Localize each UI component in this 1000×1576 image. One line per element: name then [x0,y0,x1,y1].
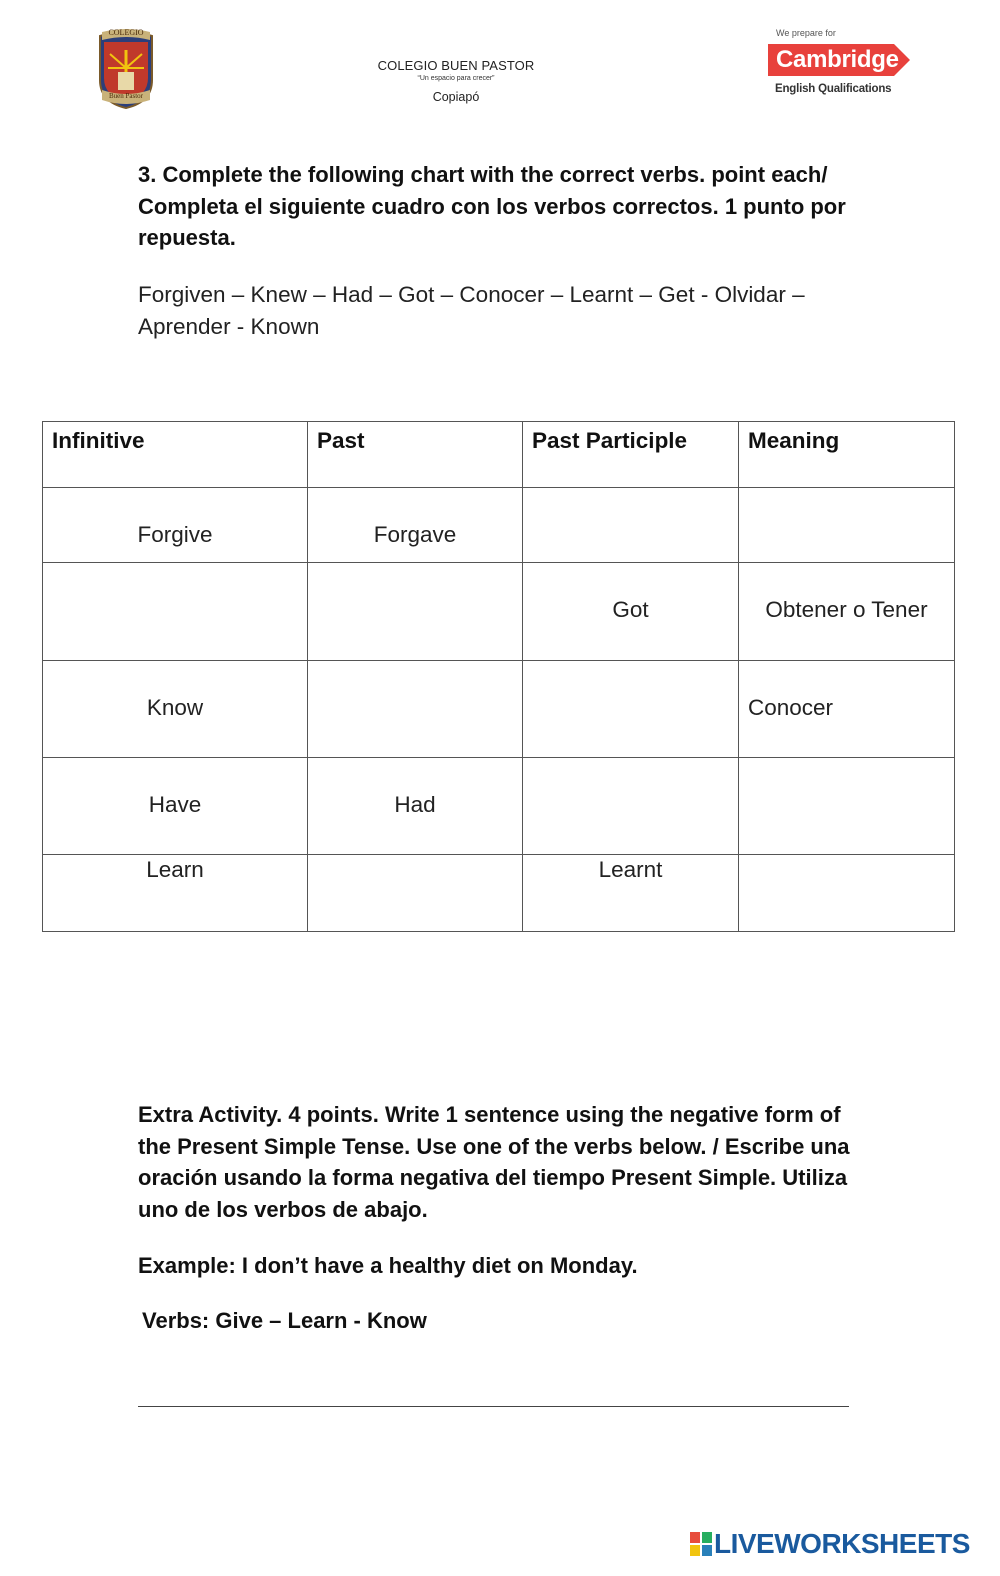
table-row [43,855,955,932]
cell-past-participle [523,855,739,932]
cambridge-wordmark: Cambridge [776,46,899,73]
cell-text: Learnt [598,857,663,882]
cambridge-qualifications-text: English Qualifications [775,83,892,95]
table-row [43,563,955,661]
cell-infinitive [43,661,308,758]
cell-past-participle-blank[interactable] [523,661,739,758]
header-past: Past [308,422,523,488]
school-motto: “Un espacio para crecer” [417,75,495,82]
cell-past-blank[interactable] [308,855,523,932]
cell-infinitive [43,488,308,563]
cell-past-blank[interactable] [308,563,523,661]
answer-line[interactable] [138,1406,849,1407]
cell-past-participle-blank[interactable] [523,488,739,563]
cell-meaning-blank[interactable] [739,758,955,855]
cell-text: Forgave [373,522,457,547]
cell-text: Got [612,597,649,622]
cell-past-participle-blank[interactable] [523,758,739,855]
verbs-list: Verbs: Give – Learn - Know [142,1308,427,1333]
cell-text: Have [148,792,202,817]
liveworksheets-text: LIVEWORKSHEETS [714,1528,970,1559]
school-city: Copiapó [432,90,480,104]
liveworksheets-blocks-icon [690,1532,712,1556]
table-row [43,661,955,758]
header-infinitive: Infinitive [43,422,308,488]
table-row [43,758,955,855]
cell-infinitive [43,758,308,855]
cambridge-logo [768,28,918,102]
example-sentence: Example: I don’t have a healthy diet on Monday. [138,1253,638,1278]
cell-meaning [739,661,955,758]
cell-text: Obtener o Tener [765,597,928,622]
verb-chart-table [42,421,955,932]
table-row [43,488,955,563]
crest-bottom-text: Buen Pastor [108,92,144,100]
cell-past [308,758,523,855]
cell-infinitive-blank[interactable] [43,563,308,661]
school-name: COLEGIO BUEN PASTOR [377,58,535,73]
liveworksheets-watermark [690,1526,990,1562]
table-header-row [43,422,955,488]
school-heading [300,58,612,104]
exercise-3-instructions: 3. Complete the following chart with the correct verbs. point each/ Completa el siguiente cuadro con los verbos correctos. 1 punto por repuesta. [138,162,846,250]
cell-text: Learn [146,857,204,882]
header-meaning: Meaning [739,422,955,488]
cell-text: Forgive [137,522,213,547]
extra-activity-instructions: Extra Activity. 4 points. Write 1 sentence using the negative form of the Present Simple Tense. Use one of the verbs below. / Escribe una oración usando la forma negativa del tiempo Present Simple. Utiliza uno de los verbos de abajo. [138,1102,850,1222]
school-crest-logo [96,28,156,110]
cell-meaning-blank[interactable] [739,488,955,563]
cell-meaning [739,563,955,661]
cambridge-prepare-text: We prepare for [776,28,836,38]
cell-past-blank[interactable] [308,661,523,758]
header-past-participle: Past Participle [523,422,739,488]
cell-infinitive [43,855,308,932]
cell-past-participle [523,563,739,661]
cell-text: Had [394,792,436,817]
word-bank: Forgiven – Knew – Had – Got – Conocer – Learnt – Get - Olvidar – Aprender - Known [138,282,805,339]
cell-text: Know [146,695,204,720]
crest-top-text: COLEGIO [108,28,144,37]
cell-text: Conocer [748,695,834,720]
cell-meaning-blank[interactable] [739,855,955,932]
cell-past [308,488,523,563]
